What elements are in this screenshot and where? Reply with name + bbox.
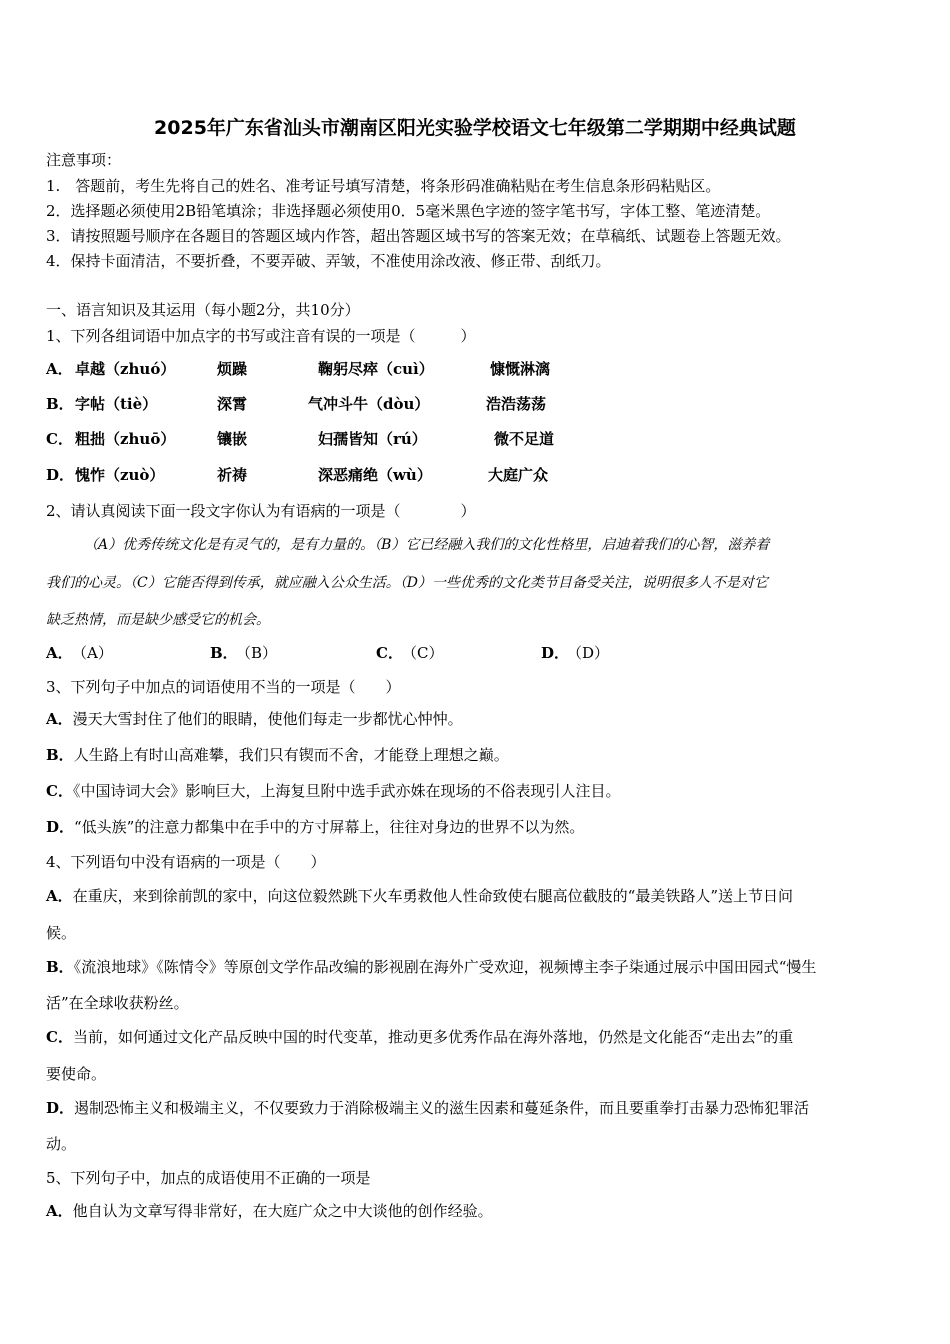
q4-option-d-line-2: 动。: [46, 1135, 77, 1153]
q3-stem: 3、下列句子中加点的词语使用不当的一项是（ ）: [46, 678, 401, 696]
q4-stem: 4、下列语句中没有语病的一项是（ ）: [46, 853, 326, 871]
q2-option-b-text: （B）: [236, 644, 278, 662]
q1-row-d-c3: 深恶痛绝（wù）: [318, 466, 432, 484]
notice-item-4: 4．保持卡面清洁，不要折叠，不要弄破、弄皱，不准使用涂改液、修正带、刮纸刀。: [46, 252, 611, 270]
q1-row-d-c1: 愧怍（zuò）: [75, 466, 165, 484]
q4-option-b-text: 《流浪地球》《陈情令》等原创文学作品改编的影视剧在海外广受欢迎，视频博主李子柒通过展示中国田园式“慢生: [73, 958, 817, 976]
q1-row-b-label: B．: [46, 395, 74, 413]
q4-option-c-line-2: 要使命。: [46, 1065, 107, 1083]
q2-option-a-label: A．: [46, 644, 73, 662]
q1-row-c-c1: 粗拙（zhuō）: [75, 430, 176, 448]
q2-option-a-text: （A）: [72, 644, 113, 662]
q4-option-a-text: 在重庆，来到徐前凯的家中，向这位毅然跳下火车勇救他人性命致使右腿高位截肢的“最美铁路人”送上节日问: [72, 887, 793, 905]
section-heading: 一、语言知识及其运用（每小题2分，共10分）: [46, 301, 360, 319]
notice-heading: 注意事项：: [46, 151, 122, 169]
q5-option-a-text: 他自认为文章写得非常好，在大庭广众之中大谈他的创作经验。: [72, 1202, 493, 1220]
q1-row-a-label: A．: [46, 360, 73, 378]
q3-option-c-text: 《中国诗词大会》影响巨大，上海复旦附中选手武亦姝在现场的不俗表现引人注目。: [72, 782, 621, 800]
q3-option-d-text: “低头族”的注意力都集中在手中的方寸屏幕上，往往对身边的世界不以为然。: [74, 818, 585, 836]
q4-option-a-line-1: [46, 886, 793, 906]
q2-option-b-label: B．: [210, 644, 238, 662]
notice-item-2: 2．选择题必须使用2B铅笔填涂；非选择题必须使用0．5毫米黑色字迹的签字笔书写，字体工整、笔迹清楚。: [46, 202, 771, 220]
q2-option-d-label: D．: [541, 644, 570, 662]
q1-row-a-c1: 卓越（zhuó）: [75, 360, 176, 378]
q3-option-b-text: 人生路上有时山高难攀，我们只有锲而不舍，才能登上理想之巅。: [73, 746, 509, 764]
q1-row-c-c2: 镶嵌: [217, 430, 248, 448]
q2-option-c-text: （C）: [402, 644, 444, 662]
q4-option-c-line-1: [46, 1027, 793, 1047]
q1-row-c-c4: 微不足道: [494, 430, 555, 448]
q1-row-c-label: C．: [46, 430, 73, 448]
q4-option-a-line-2: 候。: [46, 924, 77, 942]
q4-option-b-line-1: [46, 957, 816, 977]
q5-option-a-label: A．: [46, 1202, 73, 1220]
q2-passage-line-1: （A）优秀传统文化是有灵气的，是有力量的。（B）它已经融入我们的文化性格里，启迪着我们的心智，滋养着: [84, 537, 770, 553]
q4-option-d-label: D．: [46, 1099, 75, 1117]
q2-option-c-label: C．: [376, 644, 403, 662]
q3-option-c-label: C．: [46, 782, 73, 800]
q1-row-b-c3: 气冲斗牛（dòu）: [308, 395, 430, 413]
q2-option-d-text: （D）: [567, 644, 610, 662]
q3-option-b: [46, 745, 509, 765]
q1-row-b-c2: 深霄: [217, 395, 248, 413]
q4-option-d-line-1: [46, 1098, 809, 1118]
notice-item-3: 3．请按照题号顺序在各题目的答题区域内作答，超出答题区域书写的答案无效；在草稿纸、试题卷上答题无效。: [46, 227, 791, 245]
q1-row-b-c4: 浩浩荡荡: [486, 395, 547, 413]
q2-passage-line-2: 我们的心灵。（C）它能否得到传承，就应融入公众生活。（D）一些优秀的文化类节目备受关注，说明很多人不是对它: [46, 575, 768, 591]
page-title: 2025年广东省汕头市潮南区阳光实验学校语文七年级第二学期期中经典试题: [154, 117, 796, 139]
q4-option-b-line-2: 活”在全球收获粉丝。: [46, 994, 189, 1012]
q5-stem: 5、下列句子中，加点的成语使用不正确的一项是: [46, 1169, 371, 1187]
q1-row-a-c4: 慷慨淋漓: [490, 360, 551, 378]
q1-row-a-c3: 鞠躬尽瘁（cuì）: [318, 360, 434, 378]
q4-option-d-text: 遏制恐怖主义和极端主义，不仅要致力于消除极端主义的滋生因素和蔓延条件，而且要重拳打击暴力恐怖犯罪活: [74, 1099, 810, 1117]
q1-row-b-c1: 字帖（tiè）: [75, 395, 158, 413]
q4-option-a-label: A．: [46, 887, 73, 905]
q4-option-c-label: C．: [46, 1028, 73, 1046]
q1-row-c-c3: 妇孺皆知（rú）: [318, 430, 427, 448]
q3-option-a-text: 漫天大雪封住了他们的眼睛，使他们每走一步都忧心忡忡。: [72, 710, 463, 728]
q1-row-d-c4: 大庭广众: [488, 466, 549, 484]
q4-option-c-text: 当前，如何通过文化产品反映中国的时代变革，推动更多优秀作品在海外落地，仍然是文化能否“走出去”的重: [72, 1028, 794, 1046]
q3-option-a: [46, 709, 463, 729]
q2-stem: 2、请认真阅读下面一段文字你认为有语病的一项是（ ）: [46, 502, 476, 520]
q3-option-c: [46, 781, 620, 801]
notice-item-1: 1. 答题前，考生先将自己的姓名、准考证号填写清楚，将条形码准确粘贴在考生信息条形码粘贴区。: [46, 177, 721, 195]
q1-row-d-c2: 祈祷: [217, 466, 248, 484]
q1-stem: 1、下列各组词语中加点字的书写或注音有误的一项是（ ）: [46, 327, 476, 345]
q1-row-d-label: D．: [46, 466, 75, 484]
q2-passage-line-3: 缺乏热情，而是缺少感受它的机会。: [46, 612, 270, 628]
q3-option-a-label: A．: [46, 710, 73, 728]
q3-option-d: [46, 817, 584, 837]
q1-row-a-c2: 烦躁: [217, 360, 248, 378]
q5-option-a: [46, 1201, 493, 1221]
q3-option-b-label: B．: [46, 746, 74, 764]
q3-option-d-label: D．: [46, 818, 75, 836]
q4-option-b-label: B．: [46, 958, 74, 976]
